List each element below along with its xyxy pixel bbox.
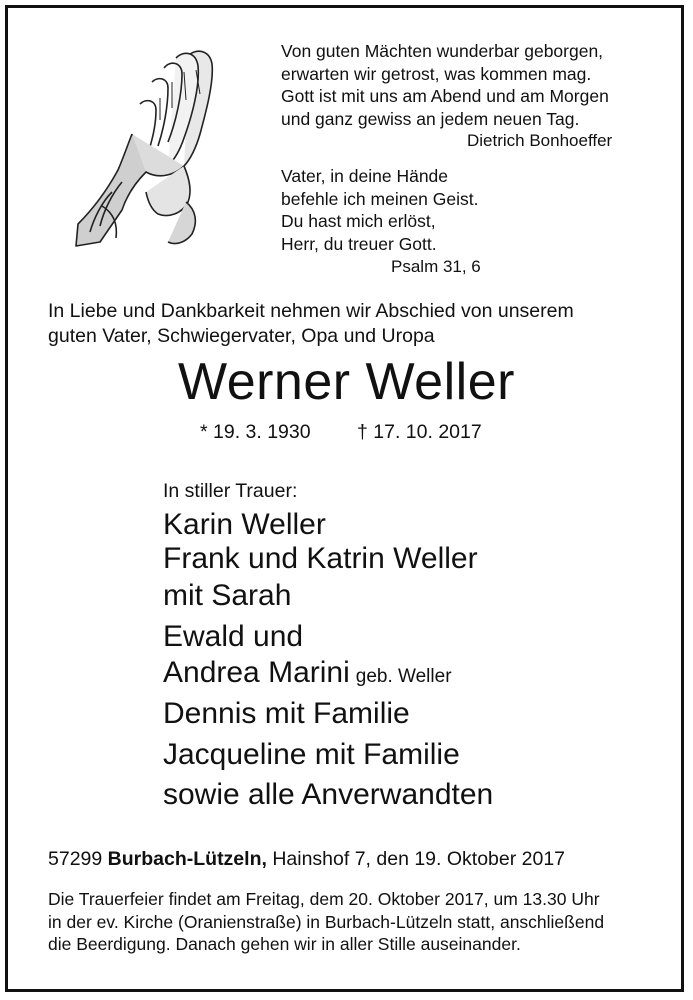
intro-line: guten Vater, Schwiegervater, Opa und Uropa <box>48 325 435 347</box>
farewell-intro <box>48 299 668 349</box>
psalm-reference: Psalm 31, 6 <box>391 257 481 276</box>
mourner-name: Jacqueline mit Familie <box>163 738 460 771</box>
birth-date: * 19. 3. 1930 <box>200 421 311 443</box>
mourner-name: Andrea Marini <box>163 656 350 689</box>
postcode: 57299 <box>48 848 103 870</box>
mourning-label: In stiller Trauer: <box>163 480 298 502</box>
mourner-name: Ewald und <box>163 620 304 653</box>
mourner-name: Dennis mit Familie <box>163 697 410 730</box>
ceremony-line: in der ev. Kirche (Oranienstraße) in Burbach-Lützeln statt, anschließend <box>48 911 605 932</box>
praying-hands-icon <box>72 42 262 252</box>
ceremony-line: die Beerdigung. Danach gehen wir in aller Stille auseinander. <box>48 934 521 954</box>
street-date: Hainshof 7, den 19. Oktober 2017 <box>272 848 566 870</box>
psalm-line: befehle ich meinen Geist. <box>281 188 479 209</box>
ceremony-line: Die Trauerfeier findet am Freitag, dem 20. Oktober 2017, um 13.30 Uhr <box>48 889 600 909</box>
mourner-name: Karin Weller <box>163 508 326 541</box>
poem-line: Gott ist mit uns am Abend und am Morgen <box>281 86 609 106</box>
poem-line: Von guten Mächten wunderbar geborgen, <box>281 41 604 61</box>
maiden-name-note: geb. Weller <box>355 666 452 687</box>
psalm-line: Herr, du treuer Gott. <box>281 233 437 254</box>
mourner-name: mit Sarah <box>163 579 292 612</box>
poem <box>281 40 671 130</box>
psalm-quote <box>281 165 581 255</box>
poem-line: und ganz gewiss an jedem neuen Tag. <box>281 108 580 129</box>
mourner-name: Frank und Katrin Weller <box>163 542 478 575</box>
death-date: † 17. 10. 2017 <box>357 421 482 443</box>
mourner-entry <box>163 655 452 695</box>
intro-line: In Liebe und Dankbarkeit nehmen wir Abschied von unserem <box>48 300 574 322</box>
town-name: Burbach-Lützeln, <box>107 848 267 870</box>
psalm-line: Vater, in deine Hände <box>281 166 449 186</box>
poem-line: erwarten wir getrost, was kommen mag. <box>281 63 592 84</box>
mourner-name: sowie alle Anverwandten <box>163 778 494 811</box>
poem-author: Dietrich Bonhoeffer <box>467 131 613 150</box>
address-line <box>48 848 565 871</box>
psalm-line: Du hast mich erlöst, <box>281 211 436 231</box>
ceremony-info <box>48 888 678 956</box>
deceased-name: Werner Weller <box>178 353 515 411</box>
